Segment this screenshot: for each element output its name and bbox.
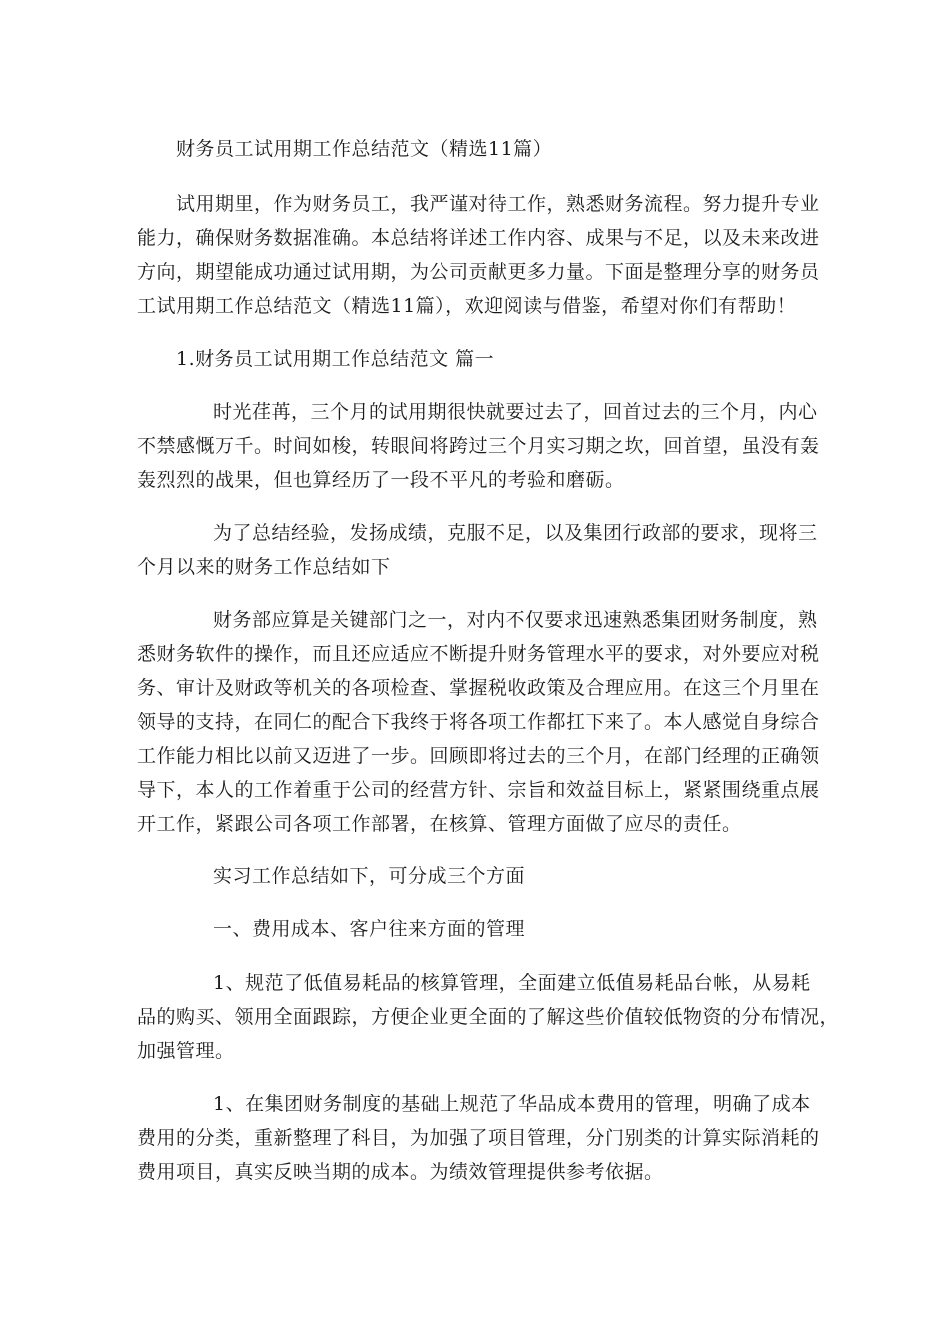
paragraph-line: 品的购买、领用全面跟踪，方便企业更全面的了解这些价值较低物资的分布情况， [137, 1006, 840, 1028]
paragraph-line: 务、审计及财政等机关的各项检查、掌握税收政策及合理应用。在这三个月里在 [137, 677, 820, 699]
document-title: 财务员工试用期工作总结范文（精选11篇） [176, 138, 553, 160]
intro-line: 试用期里，作为财务员工，我严谨对待工作，熟悉财务流程。努力提升专业 [176, 193, 820, 215]
paragraph-line: 财务部应算是关键部门之一，对内不仅要求迅速熟悉集团财务制度，熟 [213, 609, 818, 631]
section-heading: 1.财务员工试用期工作总结范文 篇一 [176, 348, 495, 370]
paragraph-line: 1、规范了低值易耗品的核算管理，全面建立低值易耗品台帐，从易耗 [213, 972, 811, 994]
paragraph-line: 1、在集团财务制度的基础上规范了华品成本费用的管理，明确了成本 [213, 1093, 811, 1115]
paragraph-line: 导下，本人的工作着重于公司的经营方针、宗旨和效益目标上，紧紧围绕重点展 [137, 779, 820, 801]
paragraph-line: 悉财务软件的操作，而且还应适应不断提升财务管理水平的要求，对外要应对税 [137, 643, 820, 665]
subheading: 一、费用成本、客户往来方面的管理 [213, 918, 526, 940]
paragraph-line: 轰烈烈的战果，但也算经历了一段不平凡的考验和磨砺。 [137, 469, 625, 491]
intro-line: 能力，确保财务数据准确。本总结将详述工作内容、成果与不足，以及未来改进 [137, 227, 820, 249]
paragraph-line: 领导的支持，在同仁的配合下我终于将各项工作都扛下来了。本人感觉自身综合 [137, 711, 820, 733]
paragraph-line: 实习工作总结如下，可分成三个方面 [213, 865, 526, 887]
paragraph-line: 不禁感慨万千。时间如梭，转眼间将跨过三个月实习期之坎，回首望，虽没有轰 [137, 435, 820, 457]
paragraph-line: 费用项目，真实反映当期的成本。为绩效管理提供参考依据。 [137, 1161, 664, 1183]
paragraph-line: 个月以来的财务工作总结如下 [137, 556, 391, 578]
paragraph-line: 加强管理。 [137, 1040, 235, 1062]
paragraph-line: 工作能力相比以前又迈进了一步。回顾即将过去的三个月，在部门经理的正确领 [137, 745, 820, 767]
paragraph-line: 为了总结经验，发扬成绩，克服不足，以及集团行政部的要求，现将三 [213, 522, 818, 544]
intro-line: 工试用期工作总结范文（精选11篇），欢迎阅读与借鉴，希望对你们有帮助！ [137, 295, 797, 317]
paragraph-line: 时光荏苒，三个月的试用期很快就要过去了，回首过去的三个月，内心 [213, 401, 818, 423]
paragraph-line: 费用的分类，重新整理了科目，为加强了项目管理，分门别类的计算实际消耗的 [137, 1127, 820, 1149]
intro-line: 方向，期望能成功通过试用期，为公司贡献更多力量。下面是整理分享的财务员 [137, 261, 820, 283]
paragraph-line: 开工作，紧跟公司各项工作部署，在核算、管理方面做了应尽的责任。 [137, 813, 742, 835]
